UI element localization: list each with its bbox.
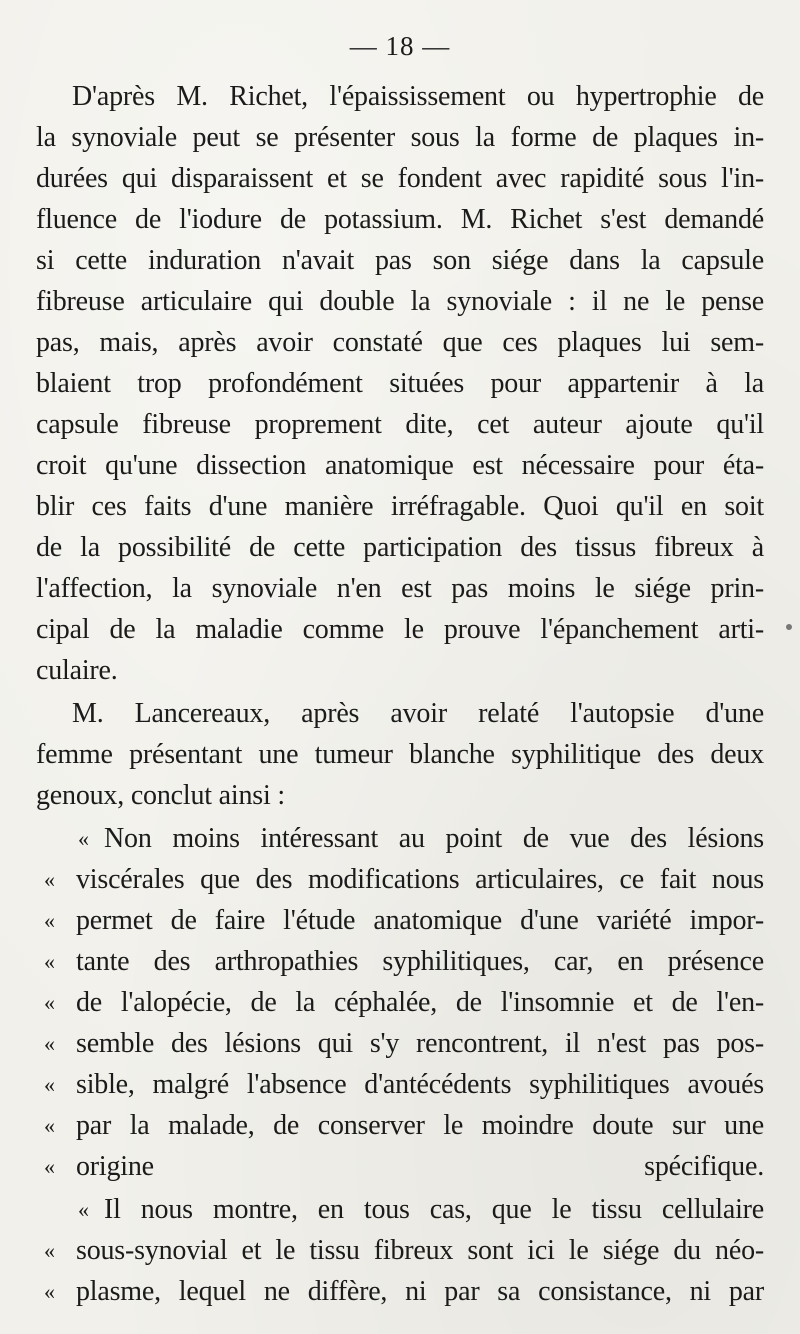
quote-line: plasme, lequel ne diffère, ni par sa consistance, ni par [76,1276,764,1307]
text-line: la synoviale peut se présenter sous la forme de plaques in- [36,122,764,153]
guillemet-mark: « [44,949,55,974]
text-line: pas, mais, après avoir constaté que ces plaques lui sem- [36,327,764,358]
text-line: blir ces faits d'une manière irréfragable. Quoi qu'il en soit [36,491,764,522]
guillemet-mark: « [44,1031,55,1056]
guillemet-mark: « [78,1197,89,1222]
quote-line: semble des lésions qui s'y rencontrent, il n'est pas pos- [76,1028,764,1059]
text-line: durées qui disparaissent et se fondent avec rapidité sous l'in- [36,163,764,194]
quote-line: tante des arthropathies syphilitiques, car, en présence [76,946,764,977]
ink-speck [786,624,792,630]
text-line: de la possibilité de cette participation des tissus fibreux à [36,532,764,563]
quote-line: Il nous montre, en tous cas, que le tissu cellulaire [104,1194,764,1225]
quote-line: origine spécifique. [76,1151,764,1182]
quote-line: Non moins intéressant au point de vue des lésions [104,823,764,854]
text-line: croit qu'une dissection anatomique est nécessaire pour éta- [36,450,764,481]
quote-line: viscérales que des modifications articulaires, ce fait nous [76,864,764,895]
guillemet-mark: « [44,908,55,933]
guillemet-mark: « [44,867,55,892]
guillemet-mark: « [44,1279,55,1304]
guillemet-mark: « [44,990,55,1015]
text-line: D'après M. Richet, l'épaississement ou hypertrophie de [72,81,764,112]
quote-line: par la malade, de conserver le moindre doute sur une [76,1110,764,1141]
quote-line: de l'alopécie, de la céphalée, de l'insomnie et de l'en- [76,987,764,1018]
text-line: capsule fibreuse proprement dite, cet auteur ajoute qu'il [36,409,764,440]
quote-line: sous-synovial et le tissu fibreux sont ici le siége du néo- [76,1235,764,1266]
quote-line: sible, malgré l'absence d'antécédents syphilitiques avoués [76,1069,764,1100]
text-line: si cette induration n'avait pas son siége dans la capsule [36,245,764,276]
guillemet-mark: « [44,1238,55,1263]
guillemet-mark: « [78,826,89,851]
text-line: culaire. [36,655,118,686]
text-line: femme présentant une tumeur blanche syphilitique des deux [36,739,764,770]
guillemet-mark: « [44,1113,55,1138]
text-line: fluence de l'iodure de potassium. M. Richet s'est demandé [36,204,764,235]
text-line: l'affection, la synoviale n'en est pas moins le siége prin- [36,573,764,604]
page-number: — 18 — [349,31,451,61]
text-line: genoux, conclut ainsi : [36,780,285,811]
text-line: cipal de la maladie comme le prouve l'épanchement arti- [36,614,764,645]
text-line: M. Lancereaux, après avoir relaté l'autopsie d'une [72,698,764,729]
guillemet-mark: « [44,1154,55,1179]
guillemet-mark: « [44,1072,55,1097]
text-line: blaient trop profondément situées pour appartenir à la [36,368,764,399]
quote-line: permet de faire l'étude anatomique d'une variété impor- [76,905,764,936]
text-line: fibreuse articulaire qui double la synoviale : il ne le pense [36,286,764,317]
